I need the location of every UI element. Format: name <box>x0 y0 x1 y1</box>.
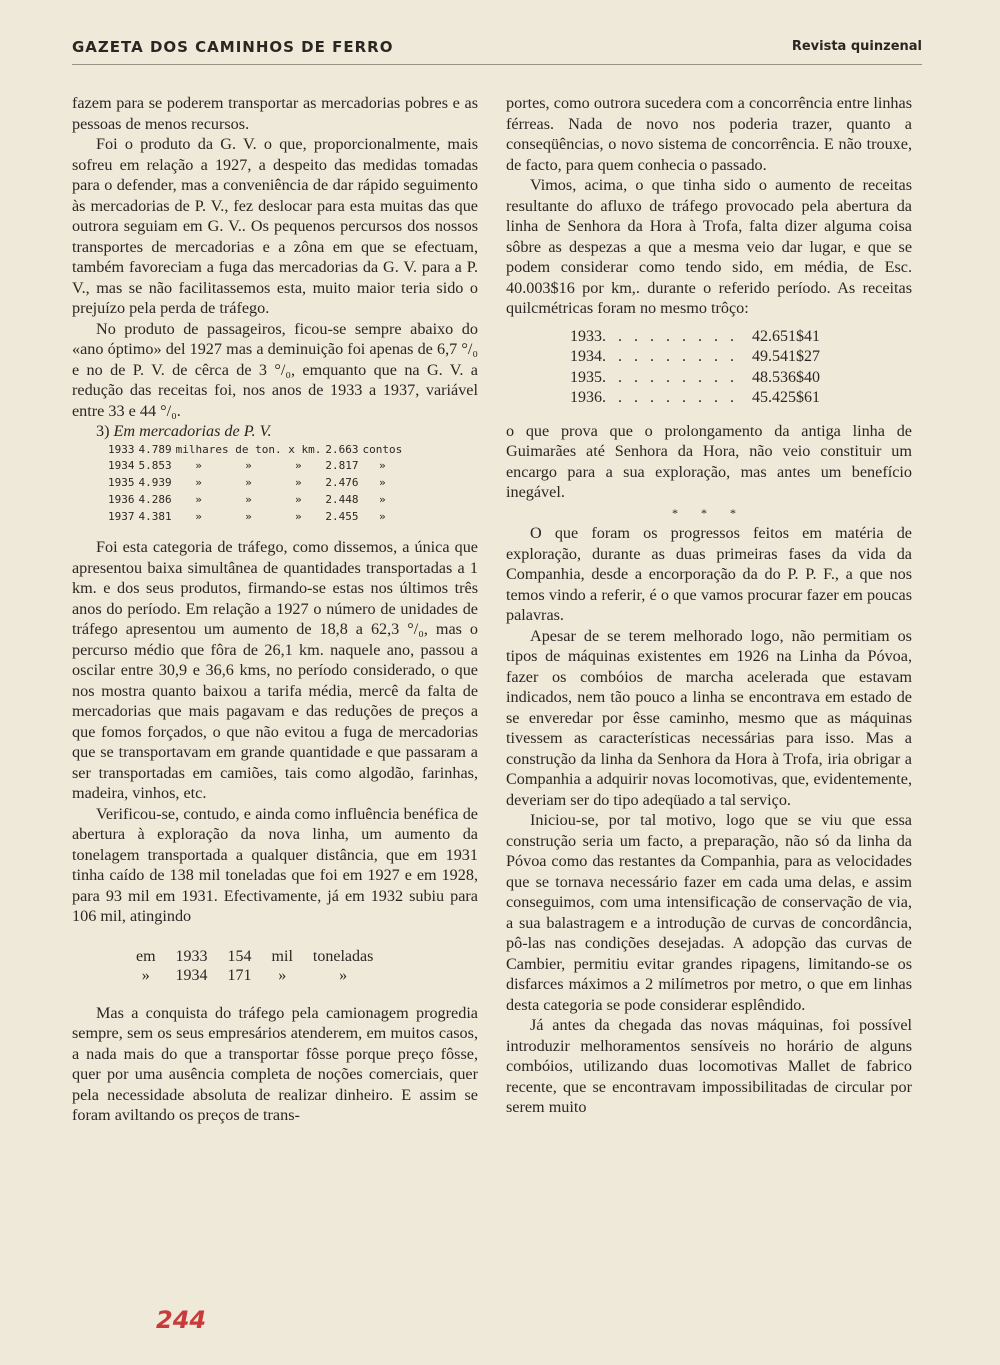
unit-cell: » <box>278 966 287 984</box>
year-cell: 1933 <box>108 442 135 456</box>
ditto-mark: » <box>195 476 202 490</box>
ditto-mark: » <box>245 492 252 506</box>
contos-cell: 2.817 <box>325 459 359 473</box>
table-row <box>570 327 820 348</box>
contos-cell: 2.455 <box>325 509 359 523</box>
value-cell: 45.425$61 <box>752 389 820 406</box>
subheading-title: Em mercadorias de P. V. <box>113 422 272 440</box>
tonnage-table <box>136 947 393 985</box>
leader-dots: . . . . . . . . . <box>602 368 738 386</box>
tonkm-cell: 4.789 <box>138 442 172 456</box>
year-cell: 1935 <box>108 476 135 490</box>
section-separator: * * * <box>672 505 746 520</box>
tonkm-cell: 4.939 <box>138 476 172 490</box>
ditto-mark: » <box>245 509 252 523</box>
leader-dots: . . . . . . . . . <box>602 389 738 406</box>
left-column <box>72 93 478 1126</box>
ditto-mark: » <box>245 459 252 473</box>
paragraph: o que prova que o prolongamento da antiga linha de Guimarães até Senhora da Hora, não veio constituir um encargo para a sua exploração, mas antes um benefício inegável. <box>506 421 912 501</box>
paragraph: Já antes da chegada das novas máquinas, foi possível introduzir melhoramentos sensíveis no horário de alguns combóios, utilizando duas locomotivas Mallet de fabrico recente, que se encontravam impossibilitadas de circular por serem muito <box>506 1016 912 1116</box>
table-row <box>108 442 406 459</box>
prefix-cell: em <box>136 947 156 965</box>
year-cell: 1934 <box>108 459 135 473</box>
page-number: 244 <box>156 1306 207 1334</box>
year-cell: 1937 <box>108 509 135 523</box>
page-header <box>72 38 922 65</box>
value-cell: 154 <box>227 947 252 965</box>
leader-dots: . . . . . . . . . <box>602 327 738 345</box>
table-row <box>108 509 406 526</box>
paragraph: No produto de passageiros, ficou-se sempre abaixo do «ano óptimo» del 1927 mas a deminuição foi apenas de 6,7 °/₀ e no de P. V. de cêrca de 3 °/₀, emquanto que na G. V. a redução das receitas foi, nos anos de 1933 a 1937, variável entre 33 e 44 °/₀. <box>72 319 478 420</box>
table-row <box>108 458 406 475</box>
paragraph: Foi o produto da G. V. o que, proporcionalmente, mais sofreu em relação a 1927, a despeito das medidas tomadas para o defender, mas a conveniência de dar rápido seguimento às mercadorias de P. V., fez deslocar para esta muitas das que outrora seguiam em G. V.. Os pequenos percursos dos nossos transportes de mercadorias e a zôna em que se efectuam, também favoreciam a fuga das mercadorias da G. V. para a P. V., mas se não facilitassemos esta, muito maior teria sido o prejuízo pela perda de tráfego. <box>72 135 478 317</box>
ditto-mark: » <box>195 509 202 523</box>
ditto-mark: » <box>295 492 302 506</box>
word-cell: » <box>339 966 348 984</box>
table-row <box>108 492 406 509</box>
unit-text: milhares de ton. x km. <box>175 442 322 456</box>
word-cell: toneladas <box>312 947 374 965</box>
year-cell: 1934 <box>570 348 602 365</box>
tonkm-cell: 4.286 <box>138 492 172 506</box>
contos-cell: 2.448 <box>325 492 359 506</box>
table-row <box>570 368 820 389</box>
contos-cell: 2.476 <box>325 476 359 490</box>
value-cell: 171 <box>227 966 252 984</box>
paragraph: portes, como outrora sucedera com a concorrência entre linhas férreas. Nada de novo nos poderia trazer, quanto a conseqüências, o novo sistema de concorrência. E não trouxe, de facto, para quem conhecia o passado. <box>506 94 912 174</box>
year-cell: 1933 <box>570 327 602 345</box>
value-cell: 49.541$27 <box>752 348 820 365</box>
paragraph: Mas a conquista do tráfego pela camionagem progredia sempre, sem os seus empresários atenderem, em muitos casos, a nada mais do que a transportar fôsse porque preço fôsse, quer por uma ausência completa de noções comerciais, quer pela necessidade absoluta de realizar dinheiro. E assim se foram aviltando os preços de trans- <box>72 1003 478 1125</box>
ditto-mark: » <box>295 459 302 473</box>
table-row <box>136 947 393 966</box>
table-row <box>570 388 820 409</box>
contos-cell: 2.663 <box>325 442 359 456</box>
goods-traffic-table <box>108 442 406 526</box>
table-row <box>570 347 820 368</box>
section-subheading <box>72 421 478 442</box>
unit-cell: mil <box>271 947 293 965</box>
journal-title: GAZETA DOS CAMINHOS DE FERRO <box>72 38 394 56</box>
paragraph: Iniciou-se, por tal motivo, logo que se viu que essa construção seria um facto, a preparação, não só da linha da Póvoa como das restantes da Companhia, para as velocidades que se tornava necessário fazer em cada uma delas, e assim conseguimos, com uma intensificação de conservação de via, a sua balastragem e a introdução de curvas de concordância, pô-las nas condições desejadas. A adopção das curvas de Cambier, permitiu evitar grandes ripagens, limitando-se os disfarces máximos a 2 milímetros por metro, o que em linhas desta categoria se pode considerar esplêndido. <box>506 811 912 1014</box>
leader-dots: . . . . . . . . . <box>602 348 738 365</box>
ditto-mark: » <box>295 509 302 523</box>
value-cell: 48.536$40 <box>752 368 820 386</box>
edition-label: Revista quinzenal <box>791 39 922 54</box>
prefix-cell: » <box>141 966 150 984</box>
ditto-mark: » <box>195 492 202 506</box>
paragraph: Verificou-se, contudo, e ainda como influência benéfica de abertura à exploração da nova linha, um aumento da tonelagem transportada a qualquer distância, que em 1931 tinha caído de 138 mil toneladas que foi em 1927 e em 1928, para 93 mil em 1931. Efectivamente, já em 1932 subiu para 106 mil, atingindo <box>72 804 478 926</box>
table-row <box>108 475 406 492</box>
revenues-table <box>570 327 820 409</box>
ditto-mark: » <box>379 492 386 506</box>
ditto-mark: » <box>245 476 252 490</box>
tonkm-cell: 5.853 <box>138 459 172 473</box>
year-cell: 1934 <box>175 966 208 984</box>
ditto-mark: » <box>195 459 202 473</box>
paragraph: fazem para se poderem transportar as mercadorias pobres e as pessoas de menos recursos. <box>72 94 478 133</box>
ditto-mark: » <box>379 476 386 490</box>
right-column <box>506 93 912 1118</box>
tonkm-cell: 4.381 <box>138 509 172 523</box>
year-cell: 1935 <box>570 368 602 386</box>
ditto-mark: » <box>295 476 302 490</box>
paragraph: O que foram os progressos feitos em matéria de exploração, durante as duas primeiras fases da vida da Companhia, desde a encorporação da do P. P. F., a que nos temos vindo a referir, é o que vamos procurar fazer em poucas palavras. <box>506 524 912 624</box>
table-row <box>136 966 393 985</box>
subheading-number: 3) <box>96 422 110 440</box>
ditto-mark: » <box>379 509 386 523</box>
year-cell: 1936 <box>570 389 602 406</box>
ditto-mark: » <box>379 459 386 473</box>
paragraph: Apesar de se terem melhorado logo, não permitiam os tipos de máquinas existentes em 1926 na Linha da Póvoa, fazer os combóios de marcha acelerada que estavam indicados, nem tão pouco a linha se encontrava em estado de se enveredar por êsse caminho, mesmo que as máquinas tivessem as características necessárias para isso. Mas a construção da linha da Senhora da Hora à Trofa, iria obrigar a Companhia a adquirir novas locomotivas, que, evidentemente, deveriam ser do tipo adeqüado a tal serviço. <box>506 626 912 809</box>
year-cell: 1936 <box>108 492 135 506</box>
paragraph: Vimos, acima, o que tinha sido o aumento de receitas resultante do afluxo de tráfego provocado pela abertura da linha de Senhora da Hora à Trofa, falta dizer alguma coisa sôbre as despezas a que a mesma veio dar lugar, e que se podem considerar como tendo sido, em média, de Esc. 40.003$16 por km,. durante o referido período. As receitas quilcmétricas foram no mesmo trôço: <box>506 176 912 317</box>
year-cell: 1933 <box>175 947 208 965</box>
value-cell: 42.651$41 <box>752 327 820 345</box>
paragraph: Foi esta categoria de tráfego, como dissemos, a única que apresentou baixa simultânea de quantidades transportadas a 1 km. e dos seus produtos, firmando-se estas nos últimos três anos do período. Em relação a 1927 o número de unidades de tráfego apresentou um aumento de 18,8 a 62,3 °/₀, mas o percurso médio que fôra de 26,1 km. naquele ano, passou a oscilar entre 30,9 e 36,6 kms, no período considerado, o que nos mostra quanto baixou a tarifa média, mercê da falta de mercadorias que mais pagavam e das reduções de preços a que fomos forçados, o que não evitou a fuga de mercadorias que se transportavam em grande quantidade e que passaram a ser transportadas em camiões, tais como algodão, farinhas, madeira, vinhos, etc. <box>72 538 478 803</box>
contos-label: contos <box>362 442 403 456</box>
